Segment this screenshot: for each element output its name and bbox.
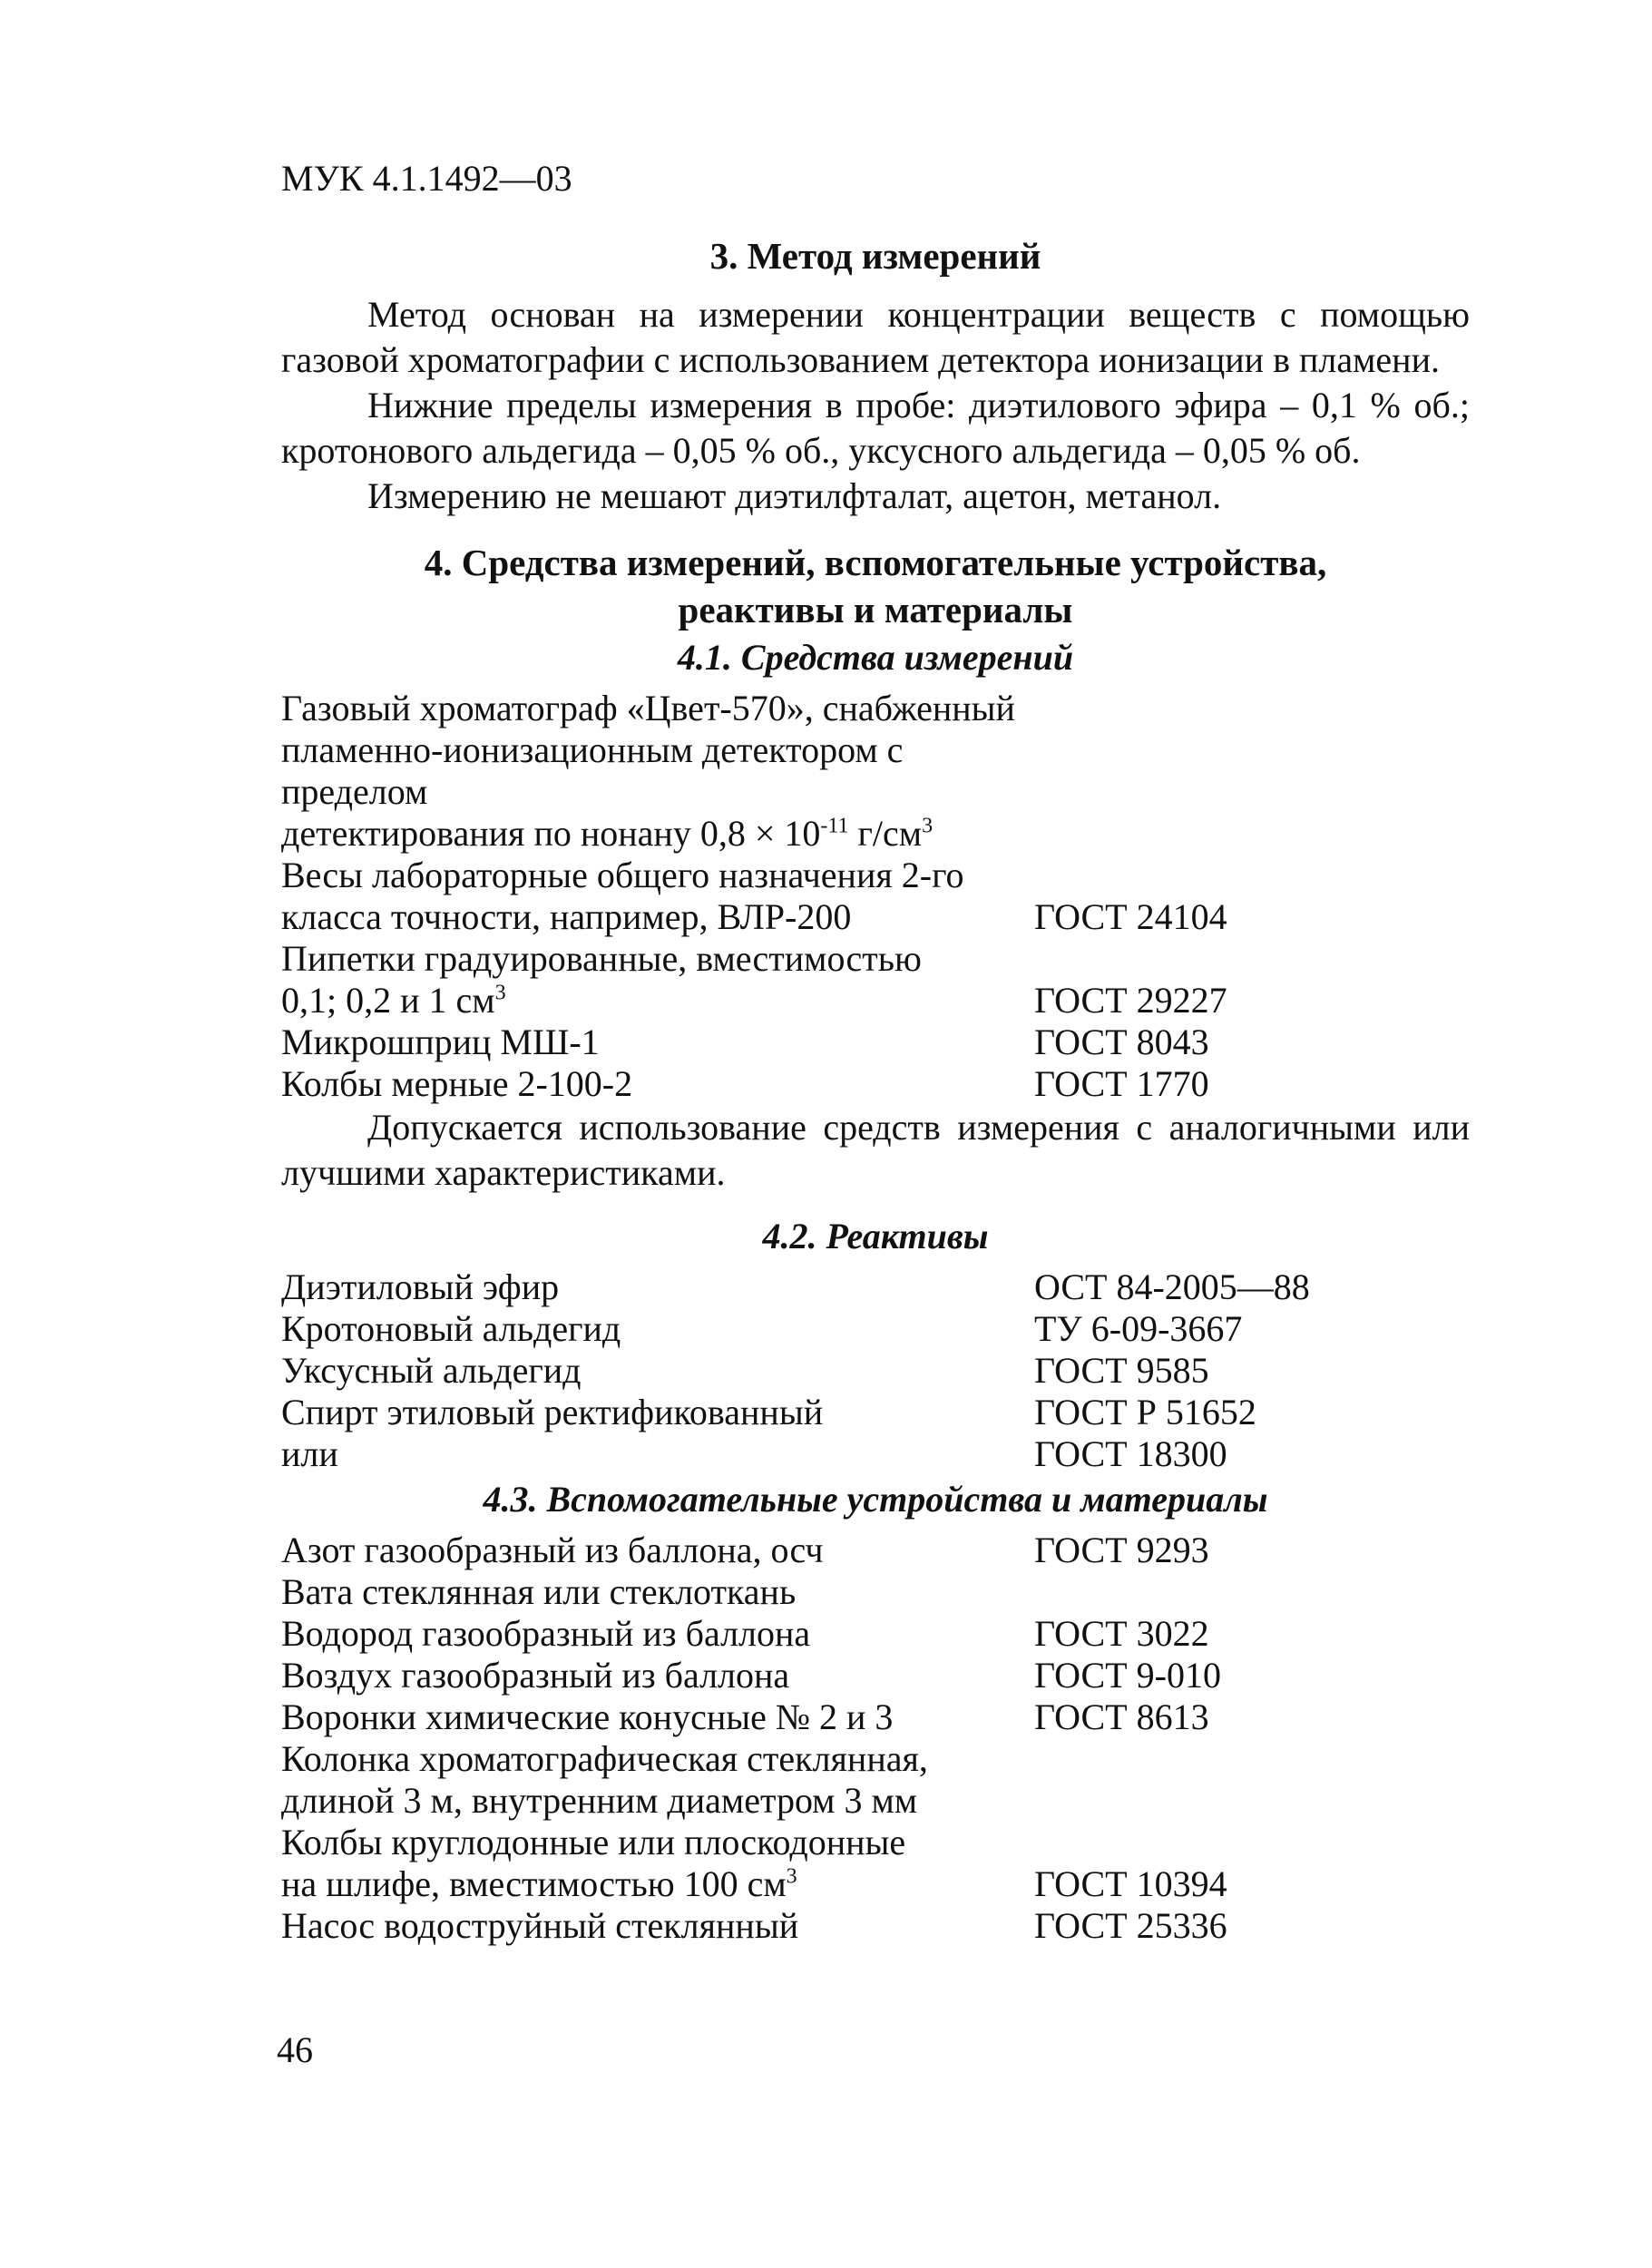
list-item: [281, 688, 1470, 729]
item-standard: [1034, 855, 1470, 896]
item-standard: ГОСТ 1770: [1034, 1063, 1209, 1104]
item-name-tail: г/см: [848, 813, 923, 854]
document-header: МУК 4.1.1492—03: [281, 158, 572, 199]
list-item: [281, 729, 1470, 813]
item-standard: [1034, 1571, 1470, 1613]
item-name: длиной 3 м, внутренним диаметром 3 мм: [281, 1780, 918, 1821]
item-name-composite: [281, 980, 1034, 1022]
item-standard: ГОСТ 18300: [1034, 1433, 1227, 1474]
item-name-composite: [281, 1863, 1034, 1905]
item-name: 0,1; 0,2 и 1 см: [281, 980, 495, 1021]
item-name: или: [281, 1433, 338, 1474]
list-item: [281, 896, 1470, 938]
list-item: [281, 1266, 1470, 1308]
item-standard: ГОСТ 8613: [1034, 1696, 1209, 1737]
list-item: [281, 1822, 1470, 1863]
exponent: 3: [494, 981, 506, 1005]
list-item: [281, 1433, 1470, 1475]
instruments-note: Допускается использование средств измерения с аналогичными или лучшими характеристиками.: [281, 1107, 1470, 1193]
item-standard: ГОСТ 9-010: [1034, 1655, 1221, 1696]
item-name: Диэтиловый эфир: [281, 1266, 560, 1307]
subsection-4-1-title: 4.1. Средства измерений: [677, 637, 1074, 678]
exponent: 3: [922, 814, 934, 838]
item-name: детектирования по нонану 0,8 × 10: [281, 813, 821, 854]
section-3-title: 3. Метод измерений: [709, 235, 1041, 277]
exponent: -11: [820, 814, 849, 838]
item-name: класса точности, например, ВЛР-200: [281, 896, 852, 937]
item-name: Газовый хроматограф «Цвет-570», снабженный: [281, 688, 1015, 728]
item-standard: ОСТ 84-2005—88: [1034, 1266, 1310, 1307]
list-item: [281, 938, 1470, 980]
item-name: пламенно-ионизационным детектором с пределом: [281, 729, 904, 812]
materials-list: [281, 1530, 1470, 1947]
item-name: Спирт этиловый ректификованный: [281, 1392, 824, 1432]
item-standard: ГОСТ 8043: [1034, 1022, 1209, 1062]
subsection-4-2-title: 4.2. Реактивы: [762, 1216, 989, 1256]
list-item: [281, 1905, 1470, 1947]
section-3-paragraph-2: Нижние пределы измерения в пробе: диэтилового эфира – 0,1 % об.; кротонового альдегида – 0,05 % об., уксусного альдегида – 0,05 % об.: [281, 385, 1470, 471]
list-item: [281, 980, 1470, 1022]
item-name: Воздух газообразный из баллона: [281, 1655, 790, 1696]
section-4-title: [281, 539, 1470, 633]
item-name-composite: [281, 813, 1034, 855]
item-standard: ГОСТ 25336: [1034, 1905, 1227, 1946]
item-name: Кротоновый альдегид: [281, 1308, 621, 1349]
list-item: [281, 1063, 1470, 1105]
item-standard: ГОСТ 29227: [1034, 980, 1227, 1021]
section-4-title-line-2: реактивы и материалы: [678, 589, 1073, 631]
list-item: [281, 1308, 1470, 1350]
item-standard: [1034, 1738, 1470, 1780]
item-standard: [1034, 1780, 1470, 1822]
instruments-list: [281, 688, 1470, 1105]
item-name: Уксусный альдегид: [281, 1350, 582, 1391]
item-standard: ГОСТ 3022: [1034, 1613, 1209, 1654]
item-name: Колбы мерные 2-100-2: [281, 1063, 633, 1104]
item-name: Воронки химические конусные № 2 и 3: [281, 1696, 894, 1737]
item-name: Вата стеклянная или стеклоткань: [281, 1571, 797, 1612]
item-name: Колонка хроматографическая стеклянная,: [281, 1738, 928, 1779]
item-name: Микрошприц МШ-1: [281, 1022, 600, 1062]
item-standard: [1034, 813, 1470, 855]
list-item: [281, 855, 1470, 896]
item-name: Азот газообразный из баллона, осч: [281, 1530, 824, 1570]
item-standard: ГОСТ 9585: [1034, 1350, 1209, 1391]
subsection-4-3-title: 4.3. Вспомогательные устройства и материалы: [483, 1479, 1268, 1520]
item-standard: ГОСТ 9293: [1034, 1530, 1209, 1570]
list-item: [281, 1780, 1470, 1822]
list-item: [281, 1571, 1470, 1613]
item-standard: [1034, 729, 1470, 813]
list-item: [281, 1863, 1470, 1905]
item-standard: [1034, 688, 1470, 729]
page-number: 46: [277, 2029, 313, 2070]
item-name: Пипетки градуированные, вместимостью: [281, 938, 922, 979]
section-3-paragraph-3: Измерению не мешают диэтилфталат, ацетон, метанол.: [367, 475, 1222, 516]
item-name: на шлифе, вместимостью 100 см: [281, 1863, 787, 1904]
item-name: Колбы круглодонные или плоскодонные: [281, 1822, 906, 1862]
list-item: [281, 813, 1470, 855]
item-standard: [1034, 938, 1470, 980]
item-standard: ГОСТ Р 51652: [1034, 1392, 1256, 1432]
section-4-title-line-1: 4. Средства измерений, вспомогательные устройства,: [424, 542, 1327, 583]
list-item: [281, 1613, 1470, 1655]
list-item: [281, 1738, 1470, 1780]
item-standard: [1034, 1822, 1470, 1863]
list-item: [281, 1022, 1470, 1063]
item-name: Насос водоструйный стеклянный: [281, 1905, 799, 1946]
list-item: [281, 1392, 1470, 1433]
exponent: 3: [786, 1864, 797, 1889]
section-3-paragraph-1: Метод основан на измерении концентрации веществ с помощью газовой хроматографии с использованием детектора ионизации в пламени.: [281, 294, 1470, 380]
document-page: [281, 156, 1470, 1947]
list-item: [281, 1350, 1470, 1392]
item-name: Весы лабораторные общего назначения 2-го: [281, 855, 964, 895]
item-standard: ТУ 6-09-3667: [1034, 1308, 1243, 1349]
item-name: Водород газообразный из баллона: [281, 1613, 811, 1654]
item-standard: ГОСТ 10394: [1034, 1863, 1227, 1904]
list-item: [281, 1530, 1470, 1571]
list-item: [281, 1655, 1470, 1696]
list-item: [281, 1696, 1470, 1738]
reagents-list: [281, 1266, 1470, 1475]
item-standard: ГОСТ 24104: [1034, 896, 1227, 937]
